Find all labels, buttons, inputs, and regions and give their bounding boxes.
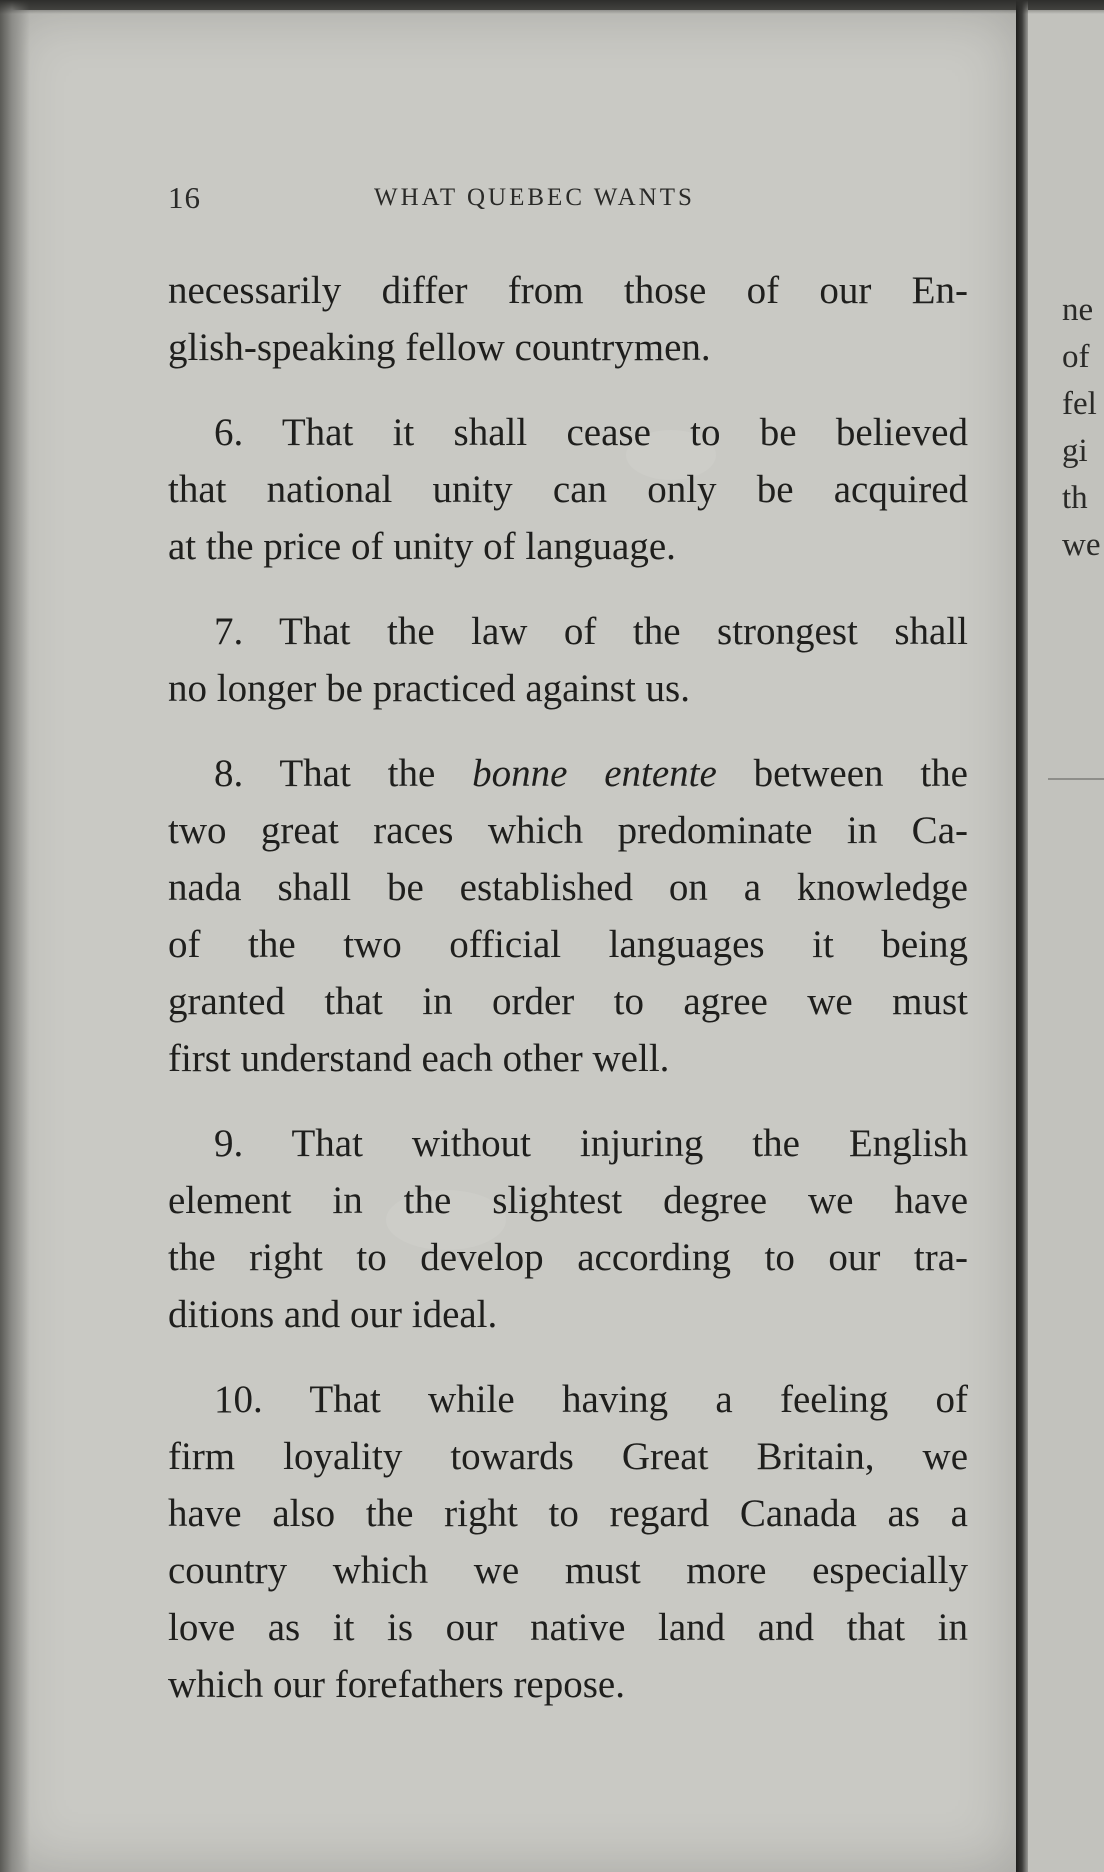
- text-line: two great races which predominate in Ca-: [168, 809, 968, 852]
- list-item-10: [168, 1371, 968, 1713]
- book-gutter: [1016, 0, 1028, 1872]
- text-line: necessarily differ from those of our En-: [168, 269, 968, 312]
- emphasis-text: bonne entente: [472, 752, 717, 795]
- text-run: between the: [716, 752, 968, 795]
- text-line: which our forefathers repose.: [168, 1663, 625, 1706]
- text-line: the right to develop according to our tra-: [168, 1236, 968, 1279]
- text-run: 8. That the: [214, 752, 473, 795]
- facing-page-fragment: gi: [1062, 433, 1088, 469]
- facing-page-fragment: th: [1062, 480, 1088, 516]
- list-item-6: [168, 404, 968, 575]
- running-title: WHAT QUEBEC WANTS: [374, 184, 695, 211]
- text-line: of the two official languages it being: [168, 923, 968, 966]
- facing-page-rule: [1048, 778, 1104, 780]
- list-item-9: [168, 1115, 968, 1343]
- text-line: [168, 745, 968, 802]
- text-line: ditions and our ideal.: [168, 1293, 498, 1336]
- text-line: 9. That without injuring the English: [214, 1122, 968, 1165]
- text-line: 10. That while having a feeling of: [214, 1378, 968, 1421]
- text-line: 6. That it shall cease to be believed: [214, 411, 968, 454]
- text-line: no longer be practiced against us.: [168, 667, 690, 710]
- text-line: firm loyality towards Great Britain, we: [168, 1435, 968, 1478]
- list-item-8: [168, 745, 968, 1087]
- top-edge-shadow: [0, 0, 1104, 14]
- text-line: country which we must more especially: [168, 1549, 968, 1592]
- text-line: element in the slightest degree we have: [168, 1179, 968, 1222]
- page-number: 16: [168, 180, 201, 215]
- facing-page-fragment: we: [1062, 527, 1101, 563]
- text-line: love as it is our native land and that in: [168, 1606, 968, 1649]
- running-head: [168, 180, 808, 220]
- facing-page: [1028, 10, 1104, 1872]
- text-line: 7. That the law of the strongest shall: [214, 610, 968, 653]
- facing-page-fragment: fel: [1062, 386, 1097, 422]
- facing-page-fragment: ne: [1062, 292, 1094, 328]
- facing-page-fragment: of: [1062, 339, 1090, 375]
- continued-paragraph: [168, 262, 968, 376]
- page-body: [168, 262, 968, 1713]
- page-edge-shadow: [0, 0, 30, 1872]
- text-line: have also the right to regard Canada as a: [168, 1492, 968, 1535]
- text-line: that national unity can only be acquired: [168, 468, 968, 511]
- text-line: at the price of unity of language.: [168, 525, 676, 568]
- text-line: first understand each other well.: [168, 1037, 670, 1080]
- list-item-7: [168, 603, 968, 717]
- text-line: nada shall be established on a knowledge: [168, 866, 968, 909]
- text-line: glish-speaking fellow countrymen.: [168, 326, 711, 369]
- text-line: granted that in order to agree we must: [168, 980, 968, 1023]
